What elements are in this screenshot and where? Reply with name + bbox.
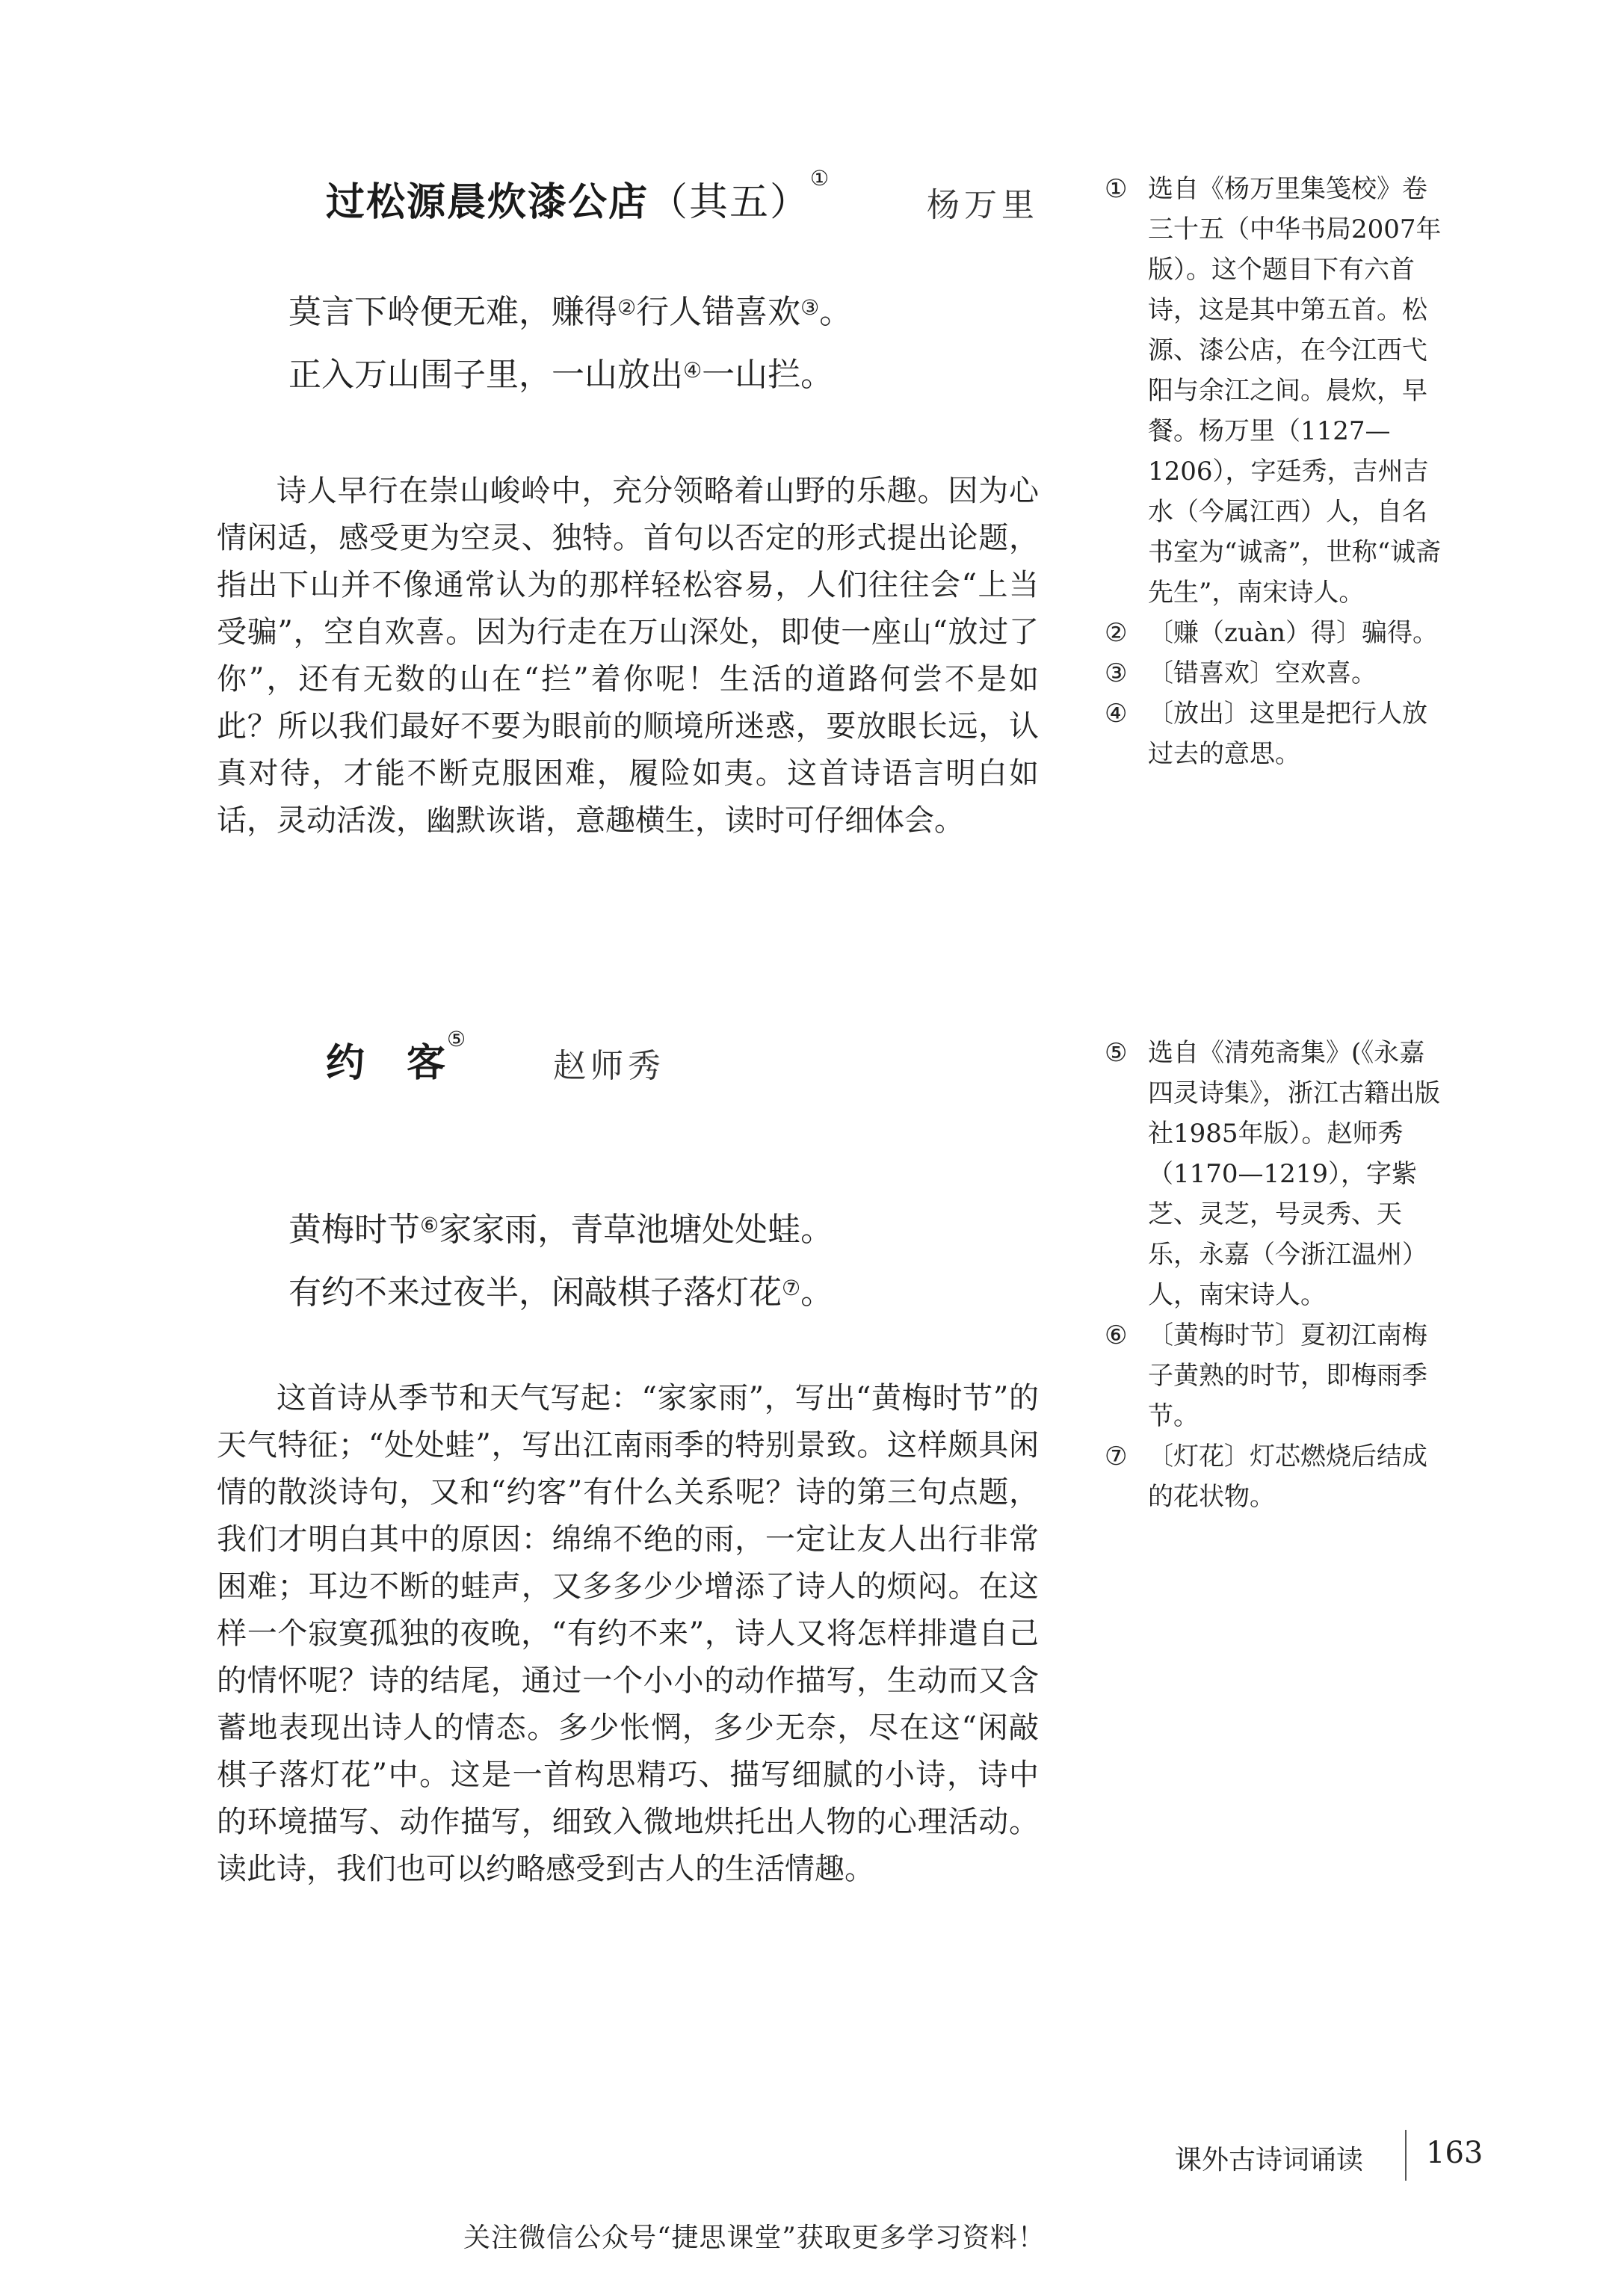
footnote-2: ② 〔赚（zuàn）得〕骗得。: [1105, 618, 1438, 648]
promo-text: 关注微信公众号“捷思课堂”获取更多学习资料！: [463, 2223, 1046, 2253]
footnote-7: ⑦ 〔灯花〕灯芯燃烧后结成的花状物。: [1105, 1442, 1427, 1512]
poem1-line-1: 莫言下岭便无难，赚得②行人错喜欢③。: [288, 293, 853, 331]
poem1-commentary: 诗人早行在崇山峻岭中，充分领略着山野的乐趣。因为心情闲适，感受更为空灵、独特。首句以否定的形式提出论题，指出下山并不像通常认为的那样轻松容易，人们往往会“上当受骗”，空自欢喜。因为行走在万山深处，即使一座山“放过了你”，还有无数的山在“拦”着你呢！生活的道路何尝不是如此？所以我们最好不要为眼前的顺境所迷惑，要放眼长远，认真对待，才能不断克服困难，履险如夷。这首诗语言明白如话，灵动活泼，幽默诙谐，意趣横生，读时可仔细体会。: [217, 474, 1039, 838]
section-label: 课外古诗词诵读: [1175, 2145, 1364, 2175]
page-number: 163: [1426, 2136, 1483, 2170]
poem2-commentary: 这首诗从季节和天气写起：“家家雨”，写出“黄梅时节”的天气特征；“处处蛙”，写出江南雨季的特别景致。这样颇具闲情的散淡诗句，又和“约客”有什么关系呢？诗的第三句点题，我们才明白其中的原因：绵绵不绝的雨，一定让友人出行非常困难；耳边不断的蛙声，又多多少少增添了诗人的烦闷。在这样一个寂寞孤独的夜晚，“有约不来”，诗人又将怎样排遣自己的情怀呢？诗的结尾，通过一个小小的动作描写，生动而又含蓄地表现出诗人的情态。多少怅惘，多少无奈，尽在这“闲敲棋子落灯花”中。这是一首构思精巧、描写细腻的小诗，诗中的环境描写、动作描写，细致入微地烘托出人物的心理活动。读此诗，我们也可以约略感受到古人的生活情趣。: [217, 1381, 1039, 1886]
poem1-author: 杨万里: [927, 186, 1039, 224]
poem1-line-2: 正入万山围子里，一山放出④一山拦。: [288, 356, 834, 394]
poem1-verse: [288, 281, 852, 407]
poem2-notes: [1105, 1033, 1448, 1517]
footer-divider: [1405, 2130, 1407, 2181]
poem1-title: 过松源晨炊漆公店（其五）①: [326, 166, 831, 225]
footnote-4: ④ 〔放出〕这里是把行人放过去的意思。: [1105, 699, 1427, 769]
footnote-5: ⑤ 选自《清苑斋集》(《永嘉四灵诗集》，浙江古籍出版社1985年版）。赵师秀（1170—1219），字紫芝、灵芝，号灵秀、天乐，永嘉（今浙江温州）人，南宋诗人。: [1105, 1038, 1440, 1310]
poem1-notes: [1105, 169, 1448, 774]
poem2-title: 约 客⑤: [326, 1027, 468, 1086]
footnote-3: ③ 〔错喜欢〕空欢喜。: [1105, 658, 1377, 688]
footnote-6: ⑥ 〔黄梅时节〕夏初江南梅子黄熟的时节，即梅雨季节。: [1105, 1321, 1427, 1431]
poem2-author: 赵师秀: [553, 1047, 665, 1085]
poem2-line-1: 黄梅时节⑥家家雨，青草池塘处处蛙。: [288, 1211, 834, 1249]
poem2-line-2: 有约不来过夜半，闲敲棋子落灯花⑦。: [288, 1273, 834, 1312]
poem2-verse: [288, 1199, 833, 1324]
footnote-1: ① 选自《杨万里集笺校》卷三十五（中华书局2007年版）。这个题目下有六首诗，这是其中第五首。松源、漆公店，在今江西弋阳与余江之间。晨炊，早餐。杨万里（1127—1206），字廷秀，吉州吉水（今属江西）人，自名书室为“诚斋”，世称“诚斋先生”，南宋诗人。: [1105, 174, 1442, 608]
